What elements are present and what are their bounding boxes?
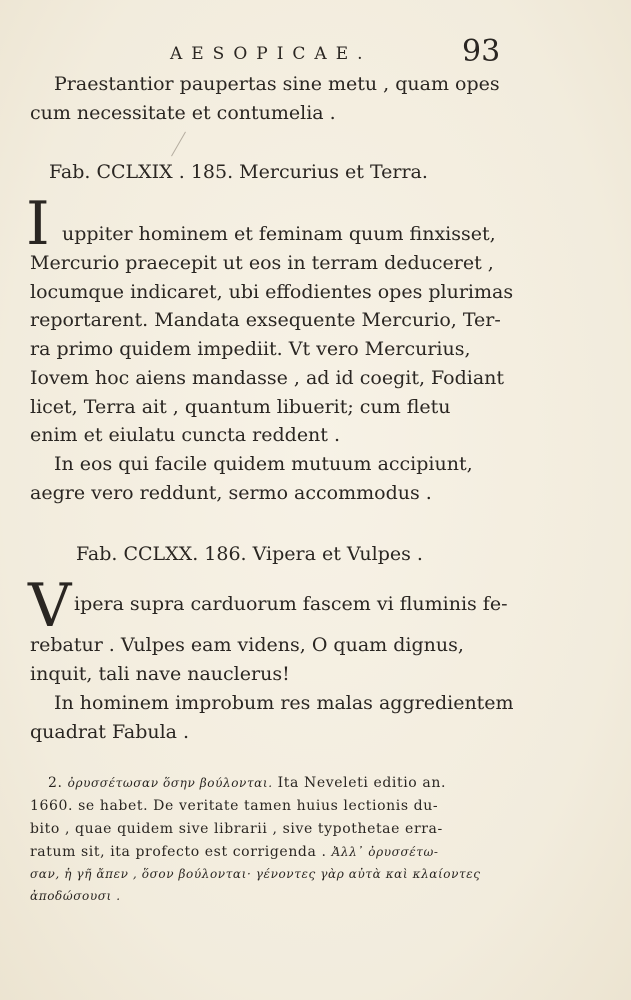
footnote-line xyxy=(30,844,439,860)
greek-text: ὀρυσσέτωσαν ὅσην βούλονται. xyxy=(67,776,273,790)
running-title: AESOPICAE. xyxy=(170,44,372,64)
text-line: cum necessitate et contumelia . xyxy=(30,102,336,124)
text-line: locumque indicaret, ubi effodientes opes plurimas xyxy=(30,281,514,303)
latin-text: ratum sit, ita profecto est corrigenda . xyxy=(30,844,327,860)
ink-mark xyxy=(171,132,186,157)
fable-heading: Fab. CCLXX. 186. Vipera et Vulpes . xyxy=(76,543,423,565)
moral-line: aegre vero reddunt, sermo accommodus . xyxy=(30,482,432,504)
footnote-line: ἀποδώσουσι . xyxy=(30,889,121,903)
text-line: ipera supra carduorum fascem vi fluminis fe- xyxy=(74,593,508,615)
text-line: Mercurio praecepit ut eos in terram deduceret , xyxy=(30,252,494,274)
footnote-line: 1660. se habet. De veritate tamen huius lectionis du- xyxy=(30,798,439,814)
drop-cap: V xyxy=(28,571,72,641)
footnote-line: bito , quae quidem sive librarii , sive typothetae erra- xyxy=(30,821,443,837)
text-line: rebatur . Vulpes eam videns, O quam dignus, xyxy=(30,634,464,656)
text-line: inquit, tali nave nauclerus! xyxy=(30,663,290,685)
footnote-line: σαν, ἡ γῆ ἄπεν , ὅσον βούλονται· γένοντες γὰρ αὐτὰ καὶ κλαίοντες xyxy=(30,867,481,881)
page-number: 93 xyxy=(462,34,501,69)
fable-heading: Fab. CCLXIX . 185. Mercurius et Terra. xyxy=(49,161,428,183)
text-line: uppiter hominem et feminam quum finxisset, xyxy=(62,223,496,245)
greek-text: Ἀλλ᾽ ὀρυσσέτω- xyxy=(331,845,439,859)
drop-cap: I xyxy=(26,189,50,259)
text-line: reportarent. Mandata exsequente Mercurio, Ter- xyxy=(30,309,501,331)
latin-text: Ita Neveleti editio an. xyxy=(277,775,446,791)
moral-line: quadrat Fabula . xyxy=(30,721,190,743)
text-line: ra primo quidem impediit. Vt vero Mercurius, xyxy=(30,338,471,360)
moral-line: In eos qui facile quidem mutuum accipiunt, xyxy=(54,453,473,475)
footnote-marker: 2. xyxy=(48,775,63,791)
text-line: licet, Terra ait , quantum libuerit; cum fletu xyxy=(30,396,451,418)
page-header xyxy=(0,34,631,69)
text-line: Iovem hoc aiens mandasse , ad id coegit, Fodiant xyxy=(30,367,505,389)
footnote-line xyxy=(48,775,446,791)
text-line: Praestantior paupertas sine metu , quam opes xyxy=(54,73,500,95)
text-line: enim et eiulatu cuncta reddent . xyxy=(30,424,341,446)
moral-line: In hominem improbum res malas aggredientem xyxy=(54,692,514,714)
